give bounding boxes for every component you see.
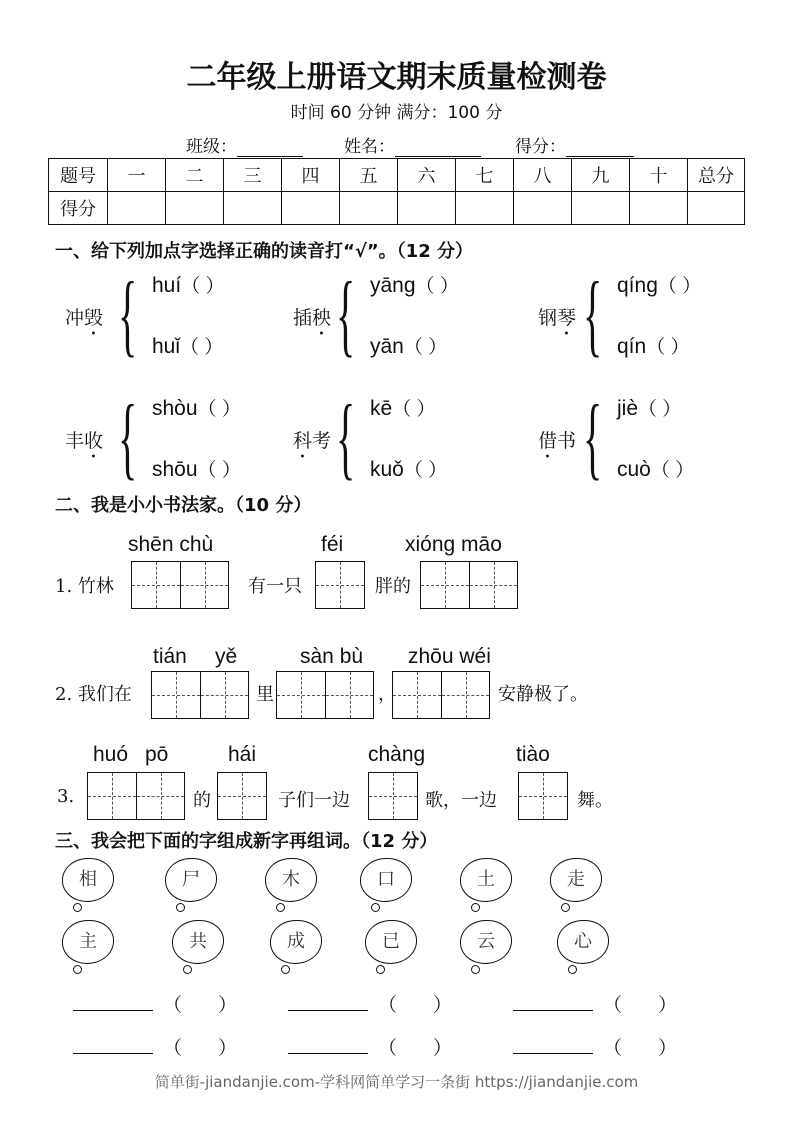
table-row bbox=[49, 159, 745, 192]
answer-row[interactable] bbox=[288, 1033, 452, 1060]
answer-paren[interactable]: （ ） bbox=[197, 460, 241, 481]
word-char: 琴 bbox=[557, 307, 577, 329]
word-char: 书 bbox=[557, 430, 577, 452]
pinyin: kē bbox=[370, 397, 393, 420]
cloud-character: 土 bbox=[460, 858, 512, 902]
section2-heading: 二、我是小小书法家。（10 分） bbox=[55, 495, 312, 516]
name-field[interactable] bbox=[344, 132, 481, 157]
writing-grid[interactable] bbox=[420, 561, 518, 609]
writing-grid[interactable] bbox=[368, 772, 418, 820]
score-cell[interactable] bbox=[456, 192, 514, 225]
answer-row[interactable] bbox=[513, 990, 677, 1017]
cloud-character: 走 bbox=[550, 858, 602, 902]
score-cell[interactable] bbox=[340, 192, 398, 225]
cloud-character: 木 bbox=[265, 858, 317, 902]
score-cell[interactable] bbox=[398, 192, 456, 225]
cloud-character: 主 bbox=[62, 920, 114, 964]
score-cell[interactable] bbox=[630, 192, 688, 225]
answer-paren[interactable]: （ ） bbox=[181, 276, 225, 297]
new-char-blank[interactable] bbox=[288, 1010, 368, 1011]
pinyin: huí bbox=[152, 274, 182, 297]
table-header-cell: 九 bbox=[572, 159, 630, 192]
pinyin: pō bbox=[145, 743, 169, 766]
score-label: 得分： bbox=[515, 137, 566, 157]
pinyin-option[interactable] bbox=[152, 394, 241, 421]
answer-paren[interactable]: （ ） bbox=[197, 399, 241, 420]
writing-grid[interactable] bbox=[217, 772, 267, 820]
answer-paren[interactable]: （ ） bbox=[403, 460, 448, 481]
new-char-blank[interactable] bbox=[513, 1010, 593, 1011]
pinyin: shōu bbox=[152, 458, 198, 481]
sentence-text: 里 bbox=[256, 684, 274, 705]
table-header-cell: 二 bbox=[166, 159, 224, 192]
pinyin-option[interactable] bbox=[617, 332, 689, 359]
pinyin: qín bbox=[617, 335, 647, 358]
brace-icon: { bbox=[118, 262, 138, 366]
table-header-cell: 七 bbox=[456, 159, 514, 192]
pinyin: huǐ bbox=[152, 335, 181, 358]
table-header-cell: 三 bbox=[224, 159, 282, 192]
pinyin: yě bbox=[215, 645, 238, 668]
footer-watermark: 简单街-jiandanjie.com-学科网简单学习一条街 https://jiandanjie.com bbox=[154, 1073, 639, 1091]
word-item bbox=[293, 426, 331, 463]
cloud-character: 口 bbox=[360, 858, 412, 902]
close-paren: ） bbox=[658, 994, 678, 1016]
open-paren: （ bbox=[378, 994, 398, 1016]
table-header-cell: 五 bbox=[340, 159, 398, 192]
pinyin-option[interactable] bbox=[617, 394, 681, 421]
answer-row[interactable] bbox=[513, 1033, 677, 1060]
score-cell[interactable] bbox=[282, 192, 340, 225]
word-item bbox=[538, 426, 576, 463]
table-header-cell: 一 bbox=[108, 159, 166, 192]
sentence-text: 舞。 bbox=[577, 790, 613, 811]
pinyin-option[interactable] bbox=[370, 332, 447, 359]
new-char-blank[interactable] bbox=[513, 1053, 593, 1054]
table-header-cell: 八 bbox=[514, 159, 572, 192]
table-header-cell: 四 bbox=[282, 159, 340, 192]
pinyin-option[interactable] bbox=[152, 271, 224, 298]
answer-row[interactable] bbox=[288, 990, 452, 1017]
writing-grid[interactable] bbox=[315, 561, 365, 609]
score-field[interactable] bbox=[515, 132, 634, 157]
writing-grid[interactable] bbox=[392, 671, 490, 719]
close-paren: ） bbox=[658, 1037, 678, 1059]
pinyin: zhōu wéi bbox=[408, 645, 491, 668]
word-item bbox=[293, 303, 331, 340]
score-row-label: 得分 bbox=[49, 192, 108, 225]
pinyin: jiè bbox=[617, 397, 639, 420]
table-header-cell: 题号 bbox=[49, 159, 108, 192]
section1-heading: 一、给下列加点字选择正确的读音打“√”。（12 分） bbox=[55, 241, 473, 262]
word-char: 收 bbox=[84, 430, 104, 452]
close-paren: ） bbox=[433, 994, 453, 1016]
writing-grid[interactable] bbox=[276, 671, 374, 719]
pinyin-option[interactable] bbox=[370, 271, 459, 298]
cloud-character: 已 bbox=[365, 920, 417, 964]
close-paren: ） bbox=[433, 1037, 453, 1059]
answer-row[interactable] bbox=[73, 1033, 237, 1060]
word-char: 考 bbox=[312, 430, 332, 452]
pinyin: sàn bù bbox=[300, 645, 364, 668]
answer-paren[interactable]: （ ） bbox=[403, 337, 448, 358]
table-row bbox=[49, 192, 745, 225]
table-header-cell: 十 bbox=[630, 159, 688, 192]
score-cell[interactable] bbox=[224, 192, 282, 225]
sentence-text: ， bbox=[378, 684, 396, 705]
word-char: 借 bbox=[538, 430, 558, 452]
open-paren: （ bbox=[163, 1037, 183, 1059]
new-char-blank[interactable] bbox=[73, 1053, 153, 1054]
sentence-text: 的 bbox=[193, 790, 211, 811]
word-char: 毁 bbox=[84, 307, 104, 329]
class-field[interactable] bbox=[186, 132, 303, 157]
cloud-character: 成 bbox=[270, 920, 322, 964]
answer-row[interactable] bbox=[73, 990, 237, 1017]
pinyin: xióng māo bbox=[405, 533, 502, 556]
table-header-cell: 六 bbox=[398, 159, 456, 192]
score-cell[interactable] bbox=[688, 192, 745, 225]
word-char: 科 bbox=[293, 430, 313, 452]
sentence-text: 2. 我们在 bbox=[55, 684, 132, 705]
pinyin-option[interactable] bbox=[617, 271, 701, 298]
writing-grid[interactable] bbox=[518, 772, 568, 820]
brace-icon: { bbox=[118, 385, 138, 489]
writing-grid[interactable] bbox=[87, 772, 185, 820]
pinyin: yāng bbox=[370, 274, 416, 297]
cloud-character: 共 bbox=[172, 920, 224, 964]
new-char-blank[interactable] bbox=[73, 1010, 153, 1011]
cloud-character: 心 bbox=[557, 920, 609, 964]
pinyin: kuǒ bbox=[370, 458, 404, 481]
pinyin: tiào bbox=[516, 743, 550, 766]
cloud-character: 尸 bbox=[165, 858, 217, 902]
open-paren: （ bbox=[163, 994, 183, 1016]
score-cell[interactable] bbox=[108, 192, 166, 225]
word-char: 钢 bbox=[538, 307, 558, 329]
score-table bbox=[48, 158, 745, 225]
word-item bbox=[538, 303, 576, 340]
pinyin: cuò bbox=[617, 458, 651, 481]
pinyin-option[interactable] bbox=[152, 455, 241, 482]
sentence-text: 安静极了。 bbox=[498, 684, 588, 705]
page-title: 二年级上册语文期末质量检测卷 bbox=[186, 60, 607, 95]
cloud-character: 相 bbox=[62, 858, 114, 902]
open-paren: （ bbox=[603, 994, 623, 1016]
answer-paren[interactable]: （ ） bbox=[650, 460, 695, 481]
word-char: 秧 bbox=[312, 307, 332, 329]
answer-paren[interactable]: （ ） bbox=[646, 337, 690, 358]
answer-paren[interactable]: （ ） bbox=[392, 399, 436, 420]
open-paren: （ bbox=[603, 1037, 623, 1059]
pinyin: tián bbox=[153, 645, 187, 668]
section3-heading: 三、我会把下面的字组成新字再组词。（12 分） bbox=[55, 831, 438, 852]
pinyin-option[interactable] bbox=[370, 455, 447, 482]
pinyin: hái bbox=[228, 743, 257, 766]
sentence-text: 1. 竹林 bbox=[55, 576, 114, 597]
word-char: 丰 bbox=[65, 430, 85, 452]
sentence-text: 子们一边 bbox=[278, 790, 350, 811]
pinyin: chàng bbox=[368, 743, 426, 766]
writing-grid[interactable] bbox=[131, 561, 229, 609]
score-cell[interactable] bbox=[514, 192, 572, 225]
pinyin: huó bbox=[93, 743, 129, 766]
sentence-text: 3. bbox=[57, 786, 75, 807]
open-paren: （ bbox=[378, 1037, 398, 1059]
answer-paren[interactable]: （ ） bbox=[180, 337, 224, 358]
pinyin: qíng bbox=[617, 274, 658, 297]
pinyin: féi bbox=[321, 533, 344, 556]
pinyin: shòu bbox=[152, 397, 198, 420]
sentence-text: 有一只 bbox=[248, 576, 302, 597]
name-label: 姓名： bbox=[344, 137, 395, 157]
score-cell[interactable] bbox=[572, 192, 630, 225]
sentence-text: 歌，一边 bbox=[425, 790, 497, 811]
brace-icon: { bbox=[336, 262, 356, 366]
answer-paren[interactable]: （ ） bbox=[638, 399, 682, 420]
word-item bbox=[65, 303, 103, 340]
brace-icon: { bbox=[583, 385, 603, 489]
pinyin-option[interactable] bbox=[617, 455, 694, 482]
answer-paren[interactable]: （ ） bbox=[657, 276, 702, 297]
pinyin-option[interactable] bbox=[152, 332, 223, 359]
time-and-score: 时间 60 分钟 满分：100 分 bbox=[290, 103, 503, 123]
cloud-character: 云 bbox=[460, 920, 512, 964]
score-cell[interactable] bbox=[166, 192, 224, 225]
class-label: 班级： bbox=[186, 137, 237, 157]
brace-icon: { bbox=[583, 262, 603, 366]
word-char: 冲 bbox=[65, 307, 85, 329]
new-char-blank[interactable] bbox=[288, 1053, 368, 1054]
answer-paren[interactable]: （ ） bbox=[415, 276, 459, 297]
word-item bbox=[65, 426, 103, 463]
table-header-cell: 总分 bbox=[688, 159, 745, 192]
close-paren: ） bbox=[218, 994, 238, 1016]
sentence-text: 胖的 bbox=[375, 576, 411, 597]
pinyin-option[interactable] bbox=[370, 394, 435, 421]
word-char: 插 bbox=[293, 307, 313, 329]
pinyin: shēn chù bbox=[128, 533, 214, 556]
writing-grid[interactable] bbox=[151, 671, 249, 719]
close-paren: ） bbox=[218, 1037, 238, 1059]
brace-icon: { bbox=[336, 385, 356, 489]
pinyin: yān bbox=[370, 335, 404, 358]
